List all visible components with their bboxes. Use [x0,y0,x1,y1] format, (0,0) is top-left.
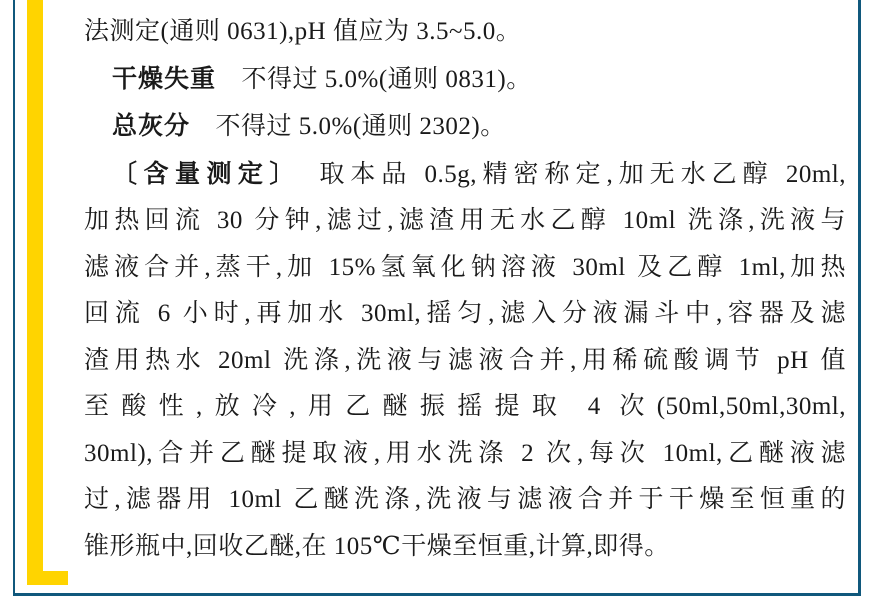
text-line-4 [84,151,846,199]
line-text: 法测定(通则 0631),pH 值应为 3.5~5.0。 [84,18,522,45]
line-text: 至酸性,放冷,用乙醚振摇提取 4 次(50ml,50ml,30ml, [84,393,846,420]
yellow-highlight-bar [27,0,43,585]
left-border-line [13,0,15,596]
line-text: 不得过 5.0%(通则 2302)。 [190,113,506,140]
text-line-5 [84,198,846,245]
line-text: 30ml),合并乙醚提取液,用水洗涤 2 次,每次 10ml,乙醚液滤 [84,439,846,467]
text-line-1 [84,9,846,56]
line-text: 过,滤器用 10ml 乙醚洗涤,洗液与滤液合并于干燥至恒重的 [84,486,846,513]
yellow-highlight-bar-foot [27,571,68,585]
bottom-border-line [13,593,861,596]
bold-term-assay: 〔含量测定〕 [112,159,289,188]
line-text: 取本品 0.5g,精密称定,加无水乙醇 20ml, [288,160,846,188]
line-text: 锥形瓶中,回收乙醚,在 105℃干燥至恒重,计算,即得。 [84,532,670,560]
right-border-line [858,0,861,596]
text-line-9 [84,384,846,431]
line-text: 不得过 5.0%(通则 0831)。 [216,65,532,93]
text-line-12 [84,524,846,571]
line-text: 渣用热水 20ml 洗涤,洗液与滤液合并,用稀硫酸调节 pH 值 [84,346,846,374]
line-text: 加热回流 30 分钟,滤过,滤渣用无水乙醇 10ml 洗涤,洗液与 [84,207,846,234]
text-line-6 [84,245,846,292]
text-line-3 [84,103,846,151]
text-line-11 [84,477,846,524]
line-text: 回流 6 小时,再加水 30ml,摇匀,滤入分液漏斗中,容器及滤 [84,300,846,327]
bold-term-total-ash: 总灰分 [112,112,191,140]
body-text [84,9,846,570]
text-line-7 [84,291,846,338]
text-line-8 [84,338,846,385]
bold-term-loss-on-drying: 干燥失重 [112,64,217,93]
text-line-2 [84,56,846,104]
text-line-10 [84,431,846,478]
line-text: 滤液合并,蒸干,加 15%氢氧化钠溶液 30ml 及乙醇 1ml,加热 [84,253,846,281]
